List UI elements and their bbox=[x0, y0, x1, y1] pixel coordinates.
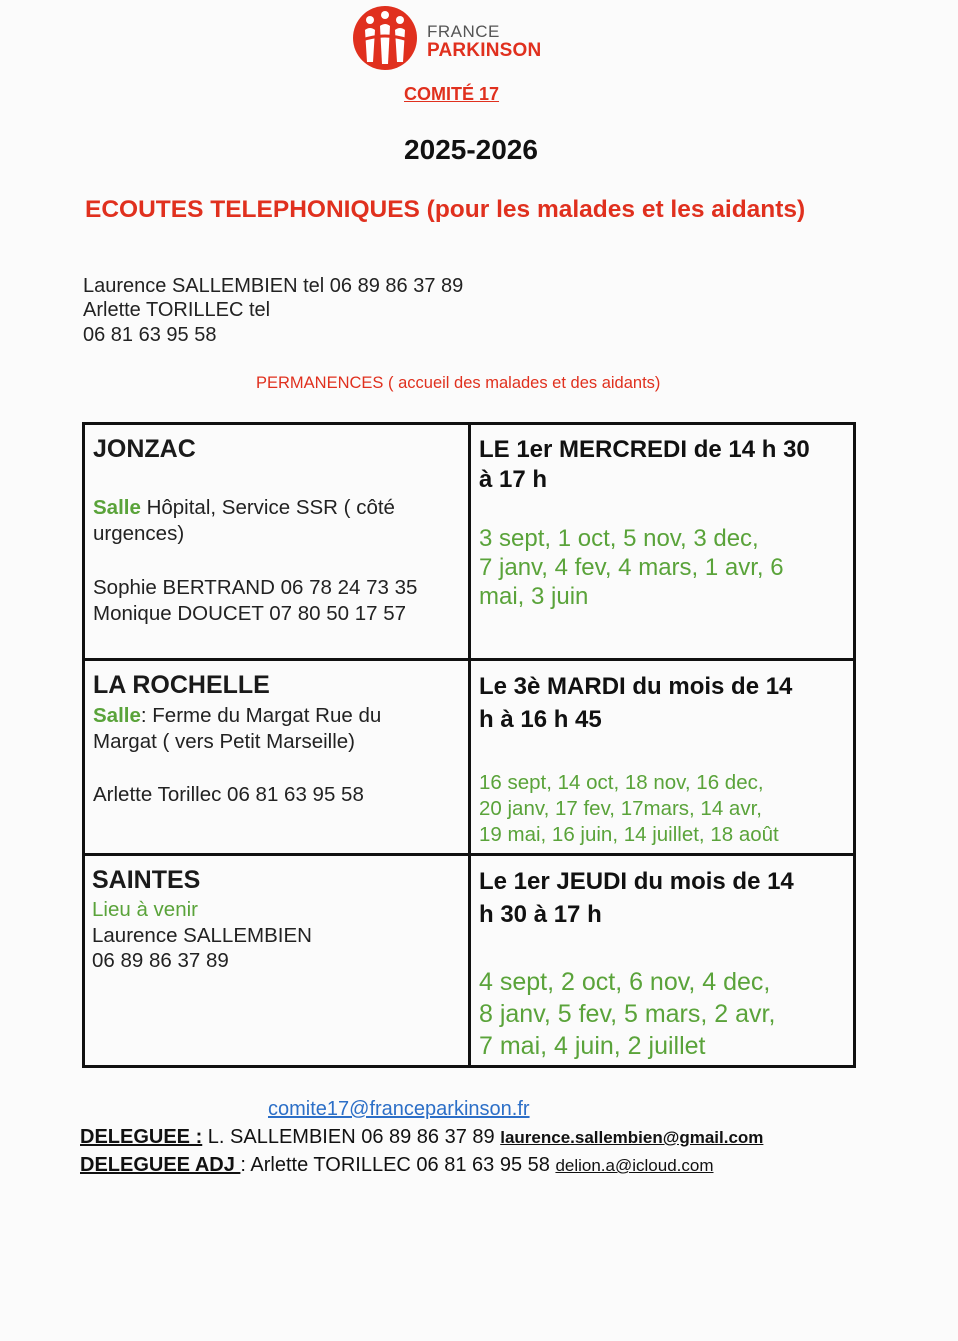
dates-line: 4 sept, 2 oct, 6 nov, 4 dec, bbox=[479, 968, 771, 996]
contact-line: Laurence SALLEMBIEN tel 06 89 86 37 89 bbox=[83, 275, 464, 297]
venue-line: urgences) bbox=[93, 522, 185, 545]
schedule-line: h à 16 h 45 bbox=[479, 706, 602, 733]
location-cell bbox=[85, 661, 471, 853]
year-title: 2025-2026 bbox=[404, 134, 538, 165]
city-name: JONZAC bbox=[93, 435, 196, 463]
contact-person: Sophie BERTRAND 06 78 24 73 35 bbox=[93, 576, 418, 599]
contact-person: 06 89 86 37 89 bbox=[92, 949, 229, 972]
dates-line: mai, 3 juin bbox=[479, 583, 589, 610]
schedule-line: Le 3è MARDI du mois de 14 bbox=[479, 673, 793, 700]
dates-line: 20 janv, 17 fev, 17mars, 14 avr, bbox=[479, 797, 762, 820]
location-cell bbox=[85, 856, 471, 1065]
delegue-adj-line bbox=[80, 1154, 714, 1177]
dates-line: 7 janv, 4 fev, 4 mars, 1 avr, 6 bbox=[479, 554, 784, 581]
schedule-cell bbox=[471, 856, 853, 1065]
dates-line: 3 sept, 1 oct, 5 nov, 3 dec, bbox=[479, 525, 759, 552]
logo-text-france: FRANCE bbox=[427, 22, 500, 41]
city-name: SAINTES bbox=[92, 866, 201, 894]
venue-text: : Ferme du Margat Rue du bbox=[140, 704, 382, 727]
table-row bbox=[85, 661, 853, 856]
schedule-line: Le 1er JEUDI du mois de 14 bbox=[479, 868, 794, 895]
dates-line: 7 mai, 4 juin, 2 juillet bbox=[479, 1032, 706, 1060]
venue-label: Salle bbox=[93, 704, 141, 727]
city-name: LA ROCHELLE bbox=[93, 671, 270, 699]
logo-text-parkinson: PARKINSON bbox=[427, 40, 542, 61]
schedule-cell bbox=[471, 425, 853, 658]
permanences-table bbox=[82, 422, 856, 1068]
delegue-line bbox=[80, 1126, 763, 1149]
ecoutes-title: ECOUTES TELEPHONIQUES (pour les malades et les aidants) bbox=[85, 196, 806, 223]
schedule-line: à 17 h bbox=[479, 466, 548, 493]
permanences-title: PERMANENCES ( accueil des malades et des aidants) bbox=[256, 374, 661, 392]
contact-person: Laurence SALLEMBIEN bbox=[92, 924, 312, 947]
contact-line: 06 81 63 95 58 bbox=[83, 324, 217, 346]
delegue-adj-email-link[interactable]: delion.a@icloud.com bbox=[555, 1156, 714, 1175]
schedule-line: h 30 à 17 h bbox=[479, 901, 602, 928]
france-parkinson-logo-icon bbox=[352, 4, 418, 70]
venue-line: Margat ( vers Petit Marseille) bbox=[93, 730, 356, 753]
dates-line: 19 mai, 16 juin, 14 juillet, 18 août bbox=[479, 823, 779, 846]
dates-line: 16 sept, 14 oct, 18 nov, 16 dec, bbox=[479, 771, 764, 794]
delegue-text: L. SALLEMBIEN 06 89 86 37 89 bbox=[202, 1126, 501, 1148]
delegue-email-link[interactable]: laurence.sallembien@gmail.com bbox=[500, 1128, 764, 1147]
delegue-label: DELEGUEE : bbox=[80, 1126, 203, 1148]
table-row bbox=[85, 856, 853, 1065]
france-parkinson-logo bbox=[352, 4, 562, 74]
dates-line: 8 janv, 5 fev, 5 mars, 2 avr, bbox=[479, 1000, 776, 1028]
venue-text: Hôpital, Service SSR ( côté bbox=[140, 496, 395, 519]
location-cell bbox=[85, 425, 471, 658]
venue-line bbox=[93, 704, 381, 728]
comite-heading: COMITÉ 17 bbox=[404, 84, 500, 104]
contact-person: Arlette Torillec 06 81 63 95 58 bbox=[93, 783, 364, 806]
schedule-line: LE 1er MERCREDI de 14 h 30 bbox=[479, 436, 810, 463]
venue-label: Salle bbox=[93, 496, 141, 519]
venue-label: Lieu à venir bbox=[92, 898, 198, 921]
comite-email-link[interactable]: comite17@franceparkinson.fr bbox=[268, 1098, 530, 1120]
delegue-adj-text: : Arlette TORILLEC 06 81 63 95 58 bbox=[240, 1154, 556, 1176]
delegue-adj-label: DELEGUEE ADJ bbox=[80, 1154, 241, 1176]
table-row bbox=[85, 425, 853, 661]
contact-person: Monique DOUCET 07 80 50 17 57 bbox=[93, 602, 407, 625]
contact-line: Arlette TORILLEC tel bbox=[83, 299, 271, 321]
schedule-cell bbox=[471, 661, 853, 853]
venue-line bbox=[93, 496, 395, 520]
